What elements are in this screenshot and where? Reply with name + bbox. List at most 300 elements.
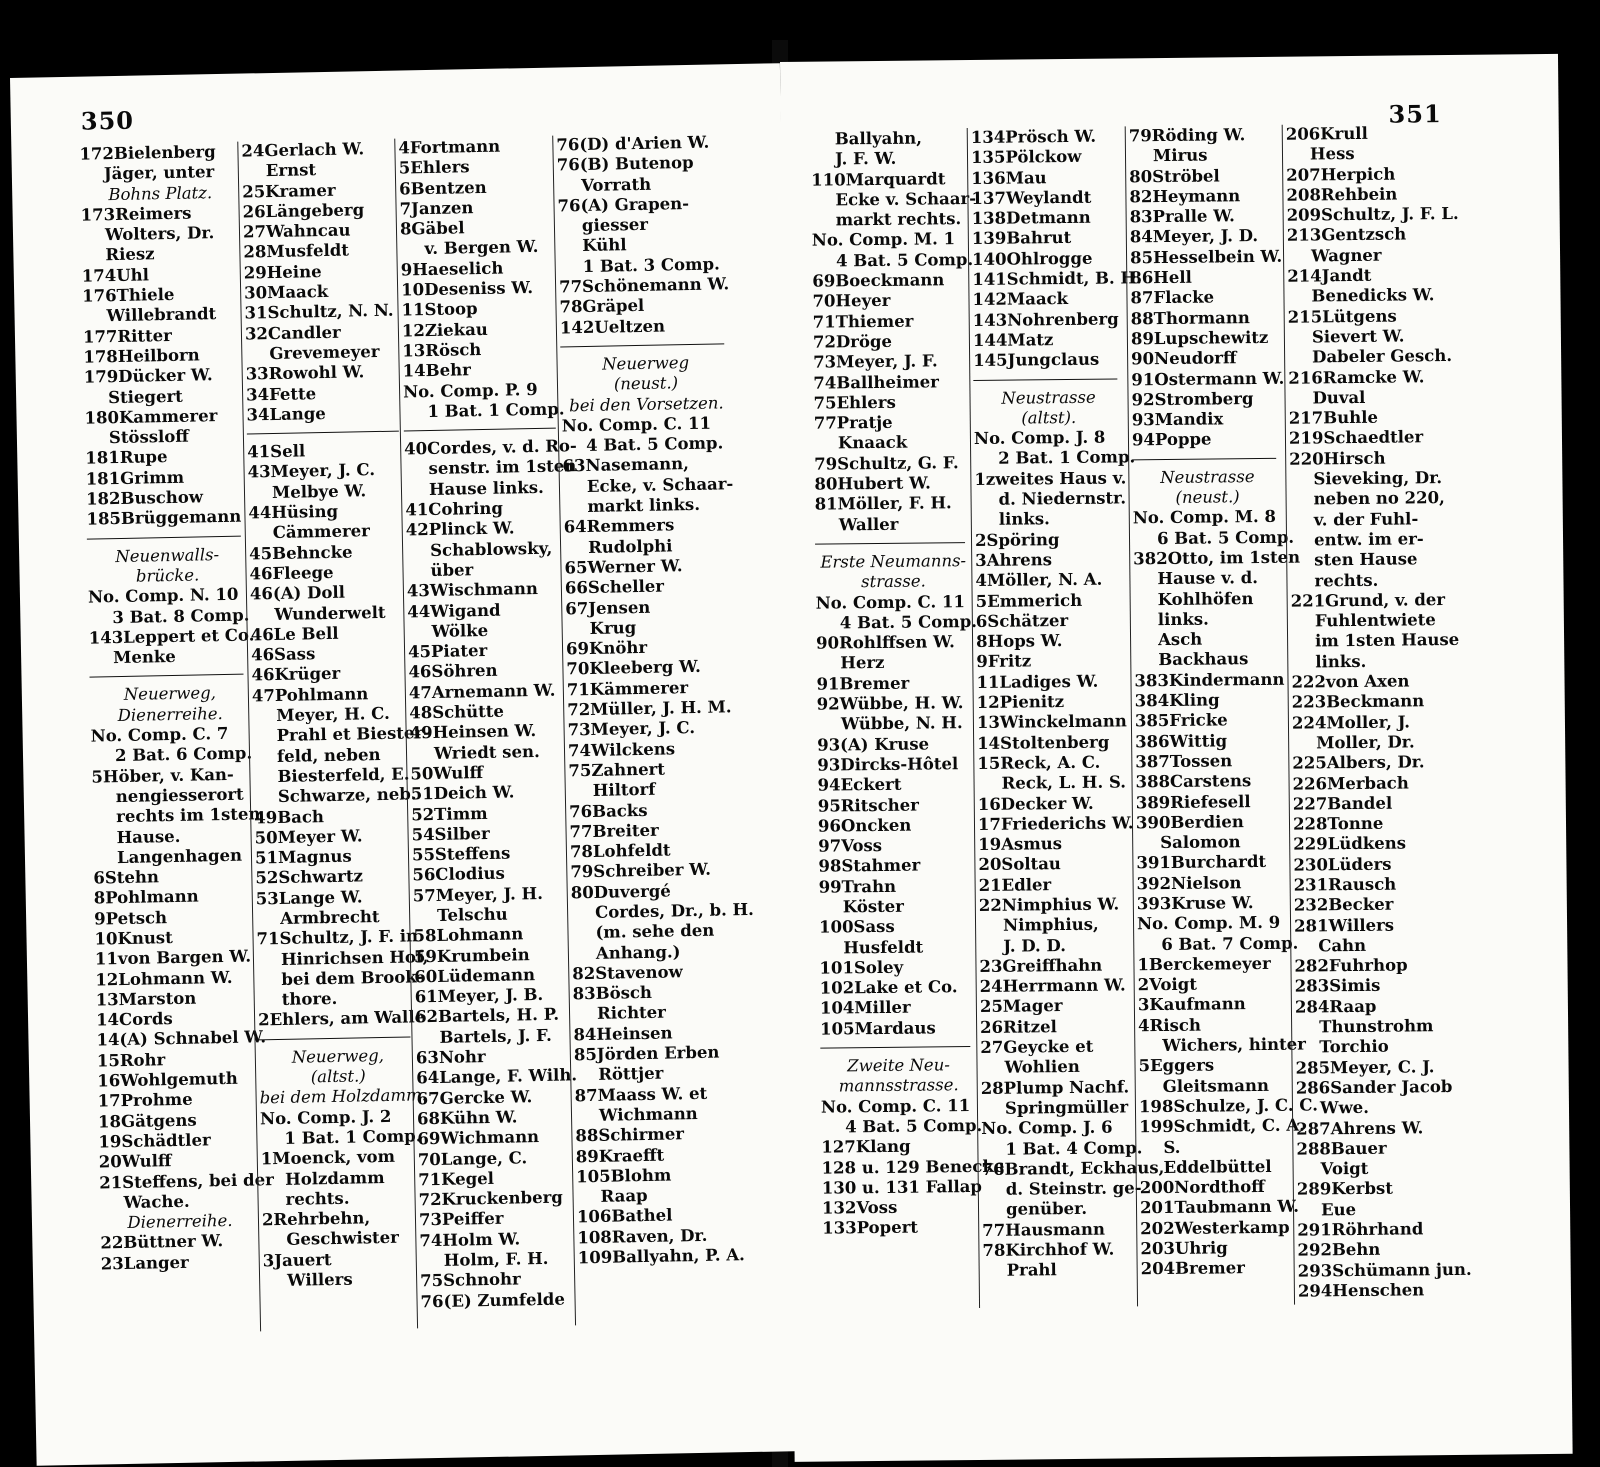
directory-entry: 44Wigand <box>407 600 501 622</box>
directory-entry: 110Marquardt <box>811 168 946 190</box>
entry-continuation: Stiegert <box>107 386 183 407</box>
directory-entry: 58Lohmann <box>413 924 524 946</box>
directory-entry: 145Jungclaus <box>973 349 1100 371</box>
entry-continuation: Stössloff <box>108 426 190 448</box>
street-heading: Neuerweg <box>601 352 690 374</box>
directory-entry: 96Oncken <box>817 815 912 836</box>
directory-entry: 46Sass <box>250 644 316 665</box>
street-heading: mannsstrasse. <box>838 1075 959 1096</box>
entry-continuation: 6 Bat. 7 Comp. <box>1161 933 1299 954</box>
directory-entry: 383Kindermann <box>1134 669 1285 691</box>
directory-entry: 77Schönemann W. <box>558 274 730 297</box>
street-heading: bei den Vorsetzen. <box>568 392 724 415</box>
entry-continuation: Wriedt sen. <box>433 741 540 763</box>
entry-continuation: Cahn <box>1318 935 1367 956</box>
entry-continuation: 4 Bat. 5 Comp. <box>585 433 724 456</box>
directory-entry: 21Edler <box>978 874 1052 895</box>
directory-entry: 50Meyer W. <box>254 826 363 848</box>
directory-entry: 45Piater <box>407 641 488 662</box>
directory-entry: 4Möller, N. A. <box>975 569 1103 591</box>
directory-entry: 41Sell <box>247 441 306 462</box>
entry-continuation: thore. <box>281 989 338 1010</box>
entry-continuation: S. <box>1163 1137 1181 1157</box>
directory-entry: 6Schätzer <box>975 610 1069 631</box>
directory-entry: 2Spöring <box>974 529 1060 550</box>
section-divider <box>247 431 399 435</box>
directory-entry: 136Mau <box>971 167 1047 188</box>
directory-entry: 28Musfeldt <box>243 241 350 263</box>
directory-entry: No. Comp. C. 11 <box>561 413 712 436</box>
entry-continuation: Wichers, hinter <box>1162 1034 1307 1056</box>
entry-continuation: Fuhlentwiete <box>1314 610 1436 631</box>
directory-entry: 18Gätgens <box>97 1110 197 1132</box>
directory-entry: 41Cohring <box>405 498 504 520</box>
street-heading: bei dem Holzdamm. <box>259 1085 428 1108</box>
entry-continuation: Dabeler Gesch. <box>1312 346 1453 367</box>
directory-entry: 21Steffens, bei der <box>99 1169 274 1193</box>
directory-entry: 72Dröge <box>812 331 893 352</box>
entry-continuation: 1 Bat. 3 Comp. <box>582 254 720 276</box>
street-heading: (neust.) <box>613 373 679 394</box>
directory-entry: 54Silber <box>411 823 490 845</box>
directory-entry: 11von Bargen W. <box>94 946 252 969</box>
directory-entry: 17Prohme <box>97 1090 193 1111</box>
directory-entry: 44Hüsing <box>248 501 339 523</box>
directory-entry: 181Grimm <box>85 467 185 489</box>
street-heading: Neuenwalls- <box>115 544 220 566</box>
directory-entry: 46Krüger <box>251 664 341 685</box>
directory-column <box>79 142 274 1275</box>
directory-entry: 221Grund, v. der <box>1290 589 1446 611</box>
directory-entry: No. Comp. C. 11 <box>820 1095 971 1117</box>
entry-continuation: Cämmerer <box>272 521 371 543</box>
directory-entry: 24Herrmann W. <box>979 975 1126 997</box>
directory-entry: 71Kämmerer <box>566 677 689 700</box>
street-heading: (altst.) <box>310 1066 366 1087</box>
directory-entry: 30Maack <box>243 282 329 303</box>
entry-continuation: bei dem Brook- <box>281 967 424 989</box>
entry-continuation: 1 Bat. 1 Comp. <box>284 1126 422 1148</box>
page-number: 351 <box>1388 99 1442 129</box>
entry-continuation: rechts. <box>285 1188 350 1209</box>
directory-entry: 81Möller, F. H. <box>814 493 952 515</box>
directory-entry: 59Krumbein <box>413 944 530 966</box>
directory-entry: 42Plinck W. <box>405 518 515 540</box>
directory-entry: 179Dücker W. <box>83 365 213 387</box>
directory-entry: 69Knöhr <box>565 638 648 659</box>
directory-entry: 34Lange <box>246 403 326 425</box>
directory-entry: 12Lohmann W. <box>95 967 233 990</box>
directory-entry: 206Krull <box>1285 123 1368 144</box>
directory-entry: 14(A) Schnabel W. <box>96 1027 267 1050</box>
directory-entry: 133Popert <box>822 1218 919 1239</box>
directory-entry: 76(A) Grapen- <box>557 193 690 216</box>
entry-continuation: Hause. <box>116 826 181 847</box>
directory-entry: 12Ziekau <box>401 319 488 341</box>
section-divider <box>258 1036 410 1040</box>
entry-continuation: Röttjer <box>598 1064 664 1085</box>
entry-continuation: über <box>430 560 474 580</box>
directory-entry: 203Uhrig <box>1140 1238 1228 1259</box>
directory-entry: 226Merbach <box>1292 772 1409 794</box>
directory-entry: 63Nohr <box>415 1047 486 1068</box>
directory-entry: No. Comp. J. 6 <box>981 1117 1113 1139</box>
directory-entry: 77Pratje <box>813 412 893 433</box>
directory-entry: 283Simis <box>1294 976 1381 997</box>
directory-entry: 385Fricke <box>1134 710 1228 731</box>
section-divider <box>404 428 556 432</box>
entry-continuation: J. F. W. <box>834 149 897 169</box>
directory-entry: 82Stavenow <box>572 962 683 984</box>
directory-entry: No. Comp. M. 1 <box>811 229 956 251</box>
entry-continuation: links. <box>1157 609 1209 629</box>
directory-column <box>241 139 431 1292</box>
directory-entry: 95Ritscher <box>817 795 919 816</box>
entry-continuation: 3 Bat. 8 Comp. <box>112 605 250 627</box>
directory-entry: 71Thiemer <box>812 311 914 332</box>
directory-entry: 8Gäbel <box>399 218 465 239</box>
directory-entry: 216Ramcke W. <box>1288 366 1425 388</box>
entry-continuation: Duval <box>1312 387 1366 408</box>
directory-entry: 106Bathel <box>576 1205 673 1227</box>
directory-entry: 101Soley <box>819 957 904 978</box>
entry-continuation: Wölke <box>431 620 489 641</box>
directory-entry: 93(A) Kruse <box>817 734 930 755</box>
entry-continuation: Richter <box>596 1003 667 1024</box>
directory-entry: 93Mandix <box>1131 409 1224 430</box>
entry-continuation: Hiltorf <box>592 779 656 801</box>
entry-continuation: Torchio <box>1319 1037 1389 1057</box>
entry-continuation: Jäger, unter <box>103 162 215 184</box>
directory-entry: 70Lange, C. <box>417 1147 528 1169</box>
directory-entry: 14Cords <box>95 1009 173 1030</box>
entry-continuation: Moller, Dr. <box>1316 732 1415 753</box>
directory-entry: 132Voss <box>821 1197 898 1218</box>
directory-entry: No. Comp. P. 9 <box>402 379 538 402</box>
directory-entry: 15Rohr <box>96 1049 166 1071</box>
directory-entry: 9Haeselich <box>400 258 504 280</box>
street-heading: strasse. <box>860 571 926 592</box>
directory-entry: 139Bahrut <box>971 228 1072 249</box>
directory-entry: 134Prösch W. <box>970 126 1097 148</box>
directory-entry: 80Hubert W. <box>814 473 931 494</box>
street-heading: Neustrasse <box>1160 466 1255 487</box>
entry-continuation: Wunderwelt <box>274 602 386 624</box>
directory-entry: 289Kerbst <box>1296 1179 1393 1200</box>
directory-entry: 94Poppe <box>1131 429 1212 450</box>
directory-entry: 11Ladiges W. <box>976 671 1099 692</box>
directory-entry: 26Längeberg <box>242 200 365 222</box>
entry-continuation: Holzdamm <box>285 1167 385 1189</box>
directory-entry: 43Wischmann <box>406 579 539 601</box>
directory-entry: 5Eggers <box>1138 1055 1215 1076</box>
directory-entry: 225Albers, Dr. <box>1292 752 1425 773</box>
entry-continuation: Geschwister <box>286 1228 400 1250</box>
directory-entry: 73Meyer, J. C. <box>567 718 696 740</box>
directory-entry: 66Scheller <box>564 576 665 598</box>
directory-entry: 71Schultz, J. F. in <box>256 926 419 949</box>
entry-continuation: 4 Bat. 5 Comp. <box>835 249 974 271</box>
section-divider <box>90 674 244 678</box>
street-heading: Bohns Platz. <box>108 182 213 204</box>
directory-entry: 74Holm W. <box>419 1229 521 1251</box>
directory-entry: 77Hausmann <box>982 1219 1106 1240</box>
directory-entry: 90Neudorff <box>1131 348 1237 369</box>
directory-entry: 20Wulff <box>98 1151 172 1172</box>
directory-entry: 285Meyer, C. J. <box>1295 1056 1435 1078</box>
directory-entry: 20Soltau <box>978 854 1061 875</box>
directory-entry: 73Meyer, J. F. <box>813 351 938 372</box>
entry-continuation: im 1sten Hause <box>1314 630 1460 651</box>
directory-entry: 72Müller, J. H. M. <box>567 697 732 720</box>
directory-entry: 11Stoop <box>401 299 478 320</box>
entry-continuation: feld, neben <box>276 744 381 766</box>
directory-column <box>1128 125 1319 1280</box>
directory-entry: 138Detmann <box>971 207 1091 229</box>
directory-entry: 76(E) Zumfelde <box>420 1289 566 1311</box>
directory-entry: 282Fuhrhop <box>1294 955 1408 976</box>
entry-continuation: 4 Bat. 5 Comp. <box>845 1115 983 1137</box>
directory-entry: 73Peiffer <box>418 1209 504 1230</box>
directory-entry: 199Schmidt, C. A. <box>1139 1115 1305 1137</box>
directory-entry: No. Comp. J. 2 <box>259 1106 392 1129</box>
entry-continuation: Melbye W. <box>271 480 367 502</box>
entry-continuation: 2 Bat. 1 Comp. <box>998 447 1136 469</box>
directory-entry: 391Burchardt <box>1136 852 1267 873</box>
directory-entry: 85Jörden Erben <box>573 1042 720 1065</box>
directory-entry: 19Schädtler <box>98 1130 211 1152</box>
directory-entry: 22Büttner W. <box>100 1231 224 1253</box>
directory-entry: 204Bremer <box>1140 1258 1245 1279</box>
directory-entry: 217Buhle <box>1288 407 1379 428</box>
directory-entry: 27Geycke et <box>980 1036 1094 1058</box>
directory-entry: 185Brüggemann <box>86 506 242 529</box>
directory-entry: 98Stahmer <box>818 855 921 877</box>
directory-entry: 9Fritz <box>976 651 1032 672</box>
directory-entry: 215Lütgens <box>1287 306 1397 327</box>
directory-entry: 23Langer <box>100 1252 189 1274</box>
street-heading: Neuerweg, <box>291 1045 385 1067</box>
entry-continuation: Willers <box>286 1269 353 1290</box>
directory-entry: No. Comp. C. 7 <box>90 723 229 746</box>
directory-entry: 23Greiffhahn <box>979 955 1103 976</box>
directory-entry: 223Beckmann <box>1291 691 1425 712</box>
directory-entry: 52Schwartz <box>255 866 364 888</box>
directory-entry: 67Jensen <box>565 597 651 618</box>
directory-entry: 71Kegel <box>418 1168 495 1190</box>
directory-entry: 2Ehlers, am Walle <box>257 1007 426 1030</box>
directory-entry: 392Nielson <box>1136 872 1242 893</box>
entry-continuation: Prahl <box>1006 1260 1057 1281</box>
directory-entry: 293Schümann jun. <box>1297 1259 1472 1281</box>
entry-continuation: Springmüller <box>1004 1097 1129 1118</box>
directory-entry: 389Riefesell <box>1135 791 1251 812</box>
directory-entry: No. Comp. C. 11 <box>815 591 965 613</box>
directory-entry: 15Reck, A. C. <box>977 752 1101 773</box>
directory-entry: 19Asmus <box>978 834 1063 855</box>
entry-continuation: d. Niedernstr. <box>998 488 1127 509</box>
directory-entry: 13Rösch <box>402 339 482 361</box>
directory-entry: 220Hirsch <box>1289 448 1386 469</box>
directory-entry: 40Cordes, v. d. Ro- <box>404 436 577 459</box>
directory-entry: 388Carstens <box>1135 771 1252 792</box>
entry-continuation: Cordes, Dr., b. H. <box>594 899 755 922</box>
directory-entry: 89Lupschewitz <box>1130 327 1269 349</box>
entry-continuation: Hinrichsen Hof, <box>280 946 429 969</box>
section-divider <box>560 343 724 347</box>
directory-entry: 64Lange, F. Wilh. <box>416 1065 578 1088</box>
entry-continuation: Ecke, v. Schaar- <box>586 473 734 496</box>
directory-entry: 104Miller <box>819 998 911 1019</box>
entry-continuation: Hause v. d. <box>1157 568 1259 589</box>
directory-entry: 51Deich W. <box>410 782 515 804</box>
directory-entry: 78Gräpel <box>559 296 645 317</box>
entry-continuation: senstr. im 1sten <box>428 456 577 479</box>
directory-entry: 207Herpich <box>1286 164 1396 185</box>
entry-continuation: Wolters, Dr. <box>104 223 215 245</box>
directory-entry: 90Rohlffsen W. <box>815 632 955 653</box>
directory-entry: 16Wohlgemuth <box>97 1068 238 1091</box>
entry-continuation: Langenhagen <box>116 845 243 867</box>
directory-entry: 53Lange W. <box>255 887 363 909</box>
entry-continuation: Sieveking, Dr. <box>1313 468 1443 489</box>
directory-entry: 4Fortmann <box>398 136 501 158</box>
directory-entry: No. Comp. M. 8 <box>1132 507 1277 528</box>
directory-entry: 46(A) Doll <box>249 582 346 604</box>
directory-entry: 219Schaedtler <box>1288 427 1424 449</box>
directory-entry: 142Maack <box>972 289 1069 310</box>
directory-entry: 201Taubmann W. <box>1139 1197 1300 1218</box>
directory-entry: 292Behn <box>1297 1240 1381 1260</box>
entry-continuation: Schablowsky, <box>429 538 553 560</box>
directory-column <box>1285 123 1472 1302</box>
directory-entry: 29Heine <box>243 261 322 283</box>
directory-entry: 55Steffens <box>411 843 511 865</box>
directory-entry: 79Schultz, G. F. <box>814 452 959 474</box>
directory-entry: 2Voigt <box>1137 974 1197 995</box>
directory-entry: 46Söhren <box>408 661 498 682</box>
entry-continuation: links. <box>998 509 1050 530</box>
directory-entry: 47Pohlmann <box>251 683 369 706</box>
section-divider <box>820 1046 970 1049</box>
directory-entry: 85Hesselbein W. <box>1129 246 1283 268</box>
directory-entry: 384Kling <box>1134 690 1220 711</box>
entry-continuation: Anhang.) <box>595 941 681 963</box>
entry-continuation: Herz <box>840 653 885 673</box>
directory-entry: 97Voss <box>818 836 883 856</box>
entry-continuation: 2 Bat. 6 Comp. <box>114 743 253 766</box>
directory-entry: 68Kühn W. <box>416 1107 518 1129</box>
directory-entry: 76Backs <box>569 800 648 821</box>
entry-continuation: Biesterfeld, E. <box>277 764 410 786</box>
directory-entry: 61Meyer, J. B. <box>414 985 544 1007</box>
directory-entry: 67Gercke W. <box>416 1086 533 1109</box>
directory-entry: 72Kruckenberg <box>418 1187 564 1210</box>
directory-entry: 143Nohrenberg <box>972 309 1119 330</box>
street-heading: Dienerreihe. <box>127 1211 233 1233</box>
directory-entry: 390Berdien <box>1135 811 1244 833</box>
directory-entry: 284Raap <box>1294 996 1377 1017</box>
entry-continuation: Voigt <box>1320 1159 1369 1179</box>
directory-entry: 48Schütte <box>409 701 505 723</box>
directory-entry: 228Tonne <box>1292 813 1384 834</box>
entry-continuation: Krug <box>589 617 637 638</box>
directory-entry: 1Moenck, vom <box>260 1147 396 1169</box>
directory-entry: 92Stromberg <box>1131 388 1254 410</box>
directory-entry: 3Kaufmann <box>1137 994 1246 1015</box>
entry-continuation: Husfeldt <box>843 937 924 957</box>
entry-continuation: Menke <box>112 647 177 668</box>
directory-entry: 79Schreiber W. <box>570 860 712 882</box>
directory-entry: 26Ritzel <box>980 1016 1057 1037</box>
directory-entry: 70Kleeberg W. <box>566 657 701 679</box>
entry-continuation: Wache. <box>123 1191 190 1212</box>
entry-continuation: Nimphius, <box>1002 914 1099 935</box>
street-heading: (neust.) <box>1175 487 1240 507</box>
directory-entry: 287Ahrens W. <box>1296 1117 1424 1139</box>
entry-continuation: Reck, L. H. S. <box>1001 772 1127 793</box>
directory-entry: 291Röhrhand <box>1297 1219 1424 1240</box>
directory-column <box>556 132 755 1268</box>
entry-continuation: Salomon <box>1160 832 1241 853</box>
entry-continuation: Köster <box>842 896 905 917</box>
directory-entry: 386Wittig <box>1135 730 1228 751</box>
directory-entry: 27Wahncau <box>242 220 351 242</box>
entry-continuation: links. <box>1315 651 1367 672</box>
street-heading: Erste Neumanns- <box>820 551 967 572</box>
directory-entry: 10Deseniss W. <box>400 278 534 300</box>
street-heading: brücke. <box>135 565 200 586</box>
directory-entry: 16Decker W. <box>977 793 1094 814</box>
section-divider <box>973 378 1117 381</box>
entry-continuation: Kohlhöfen <box>1157 588 1254 609</box>
directory-entry: 76(D) d'Arien W. <box>556 132 710 155</box>
section-divider <box>1132 458 1276 461</box>
entry-continuation: neben no 220, <box>1313 488 1445 509</box>
directory-entry: 13Marston <box>95 988 197 1010</box>
directory-entry: 222von Axen <box>1291 671 1410 692</box>
directory-entry: 65Werner W. <box>564 556 683 578</box>
directory-entry: 82Heymann <box>1129 186 1241 207</box>
directory-entry: 64Remmers <box>563 515 675 537</box>
directory-entry: 9Petsch <box>93 907 168 929</box>
directory-entry: No. Comp. M. 9 <box>1136 913 1281 934</box>
directory-entry: 213Gentzsch <box>1286 224 1407 246</box>
directory-entry: 208Rehbein <box>1286 184 1398 205</box>
directory-entry: 47Arnemann W. <box>408 680 556 703</box>
directory-entry: 224Moller, J. <box>1291 712 1411 733</box>
directory-entry: 91Bremer <box>816 673 910 694</box>
directory-entry: 6Bentzen <box>399 177 487 199</box>
directory-entry: 135Pölckow <box>970 147 1082 168</box>
directory-entry: 62Bartels, H. P. <box>414 1005 560 1027</box>
entry-continuation: Hess <box>1309 144 1355 164</box>
entry-continuation: v. Bergen W. <box>424 237 539 259</box>
directory-entry: 14Stoltenberg <box>977 732 1110 753</box>
directory-entry: 2Rehrbehn, <box>261 1208 371 1230</box>
directory-entry: 140Ohlrogge <box>971 248 1093 269</box>
directory-entry: 80Ströbel <box>1129 165 1220 186</box>
directory-entry: 33Rowohl W. <box>245 362 365 384</box>
directory-entry: 43Meyer, J. C. <box>247 460 376 482</box>
entry-continuation: (m. sehe den <box>595 920 715 943</box>
directory-entry: 137Weylandt <box>971 187 1092 208</box>
entry-continuation: 1 Bat. 1 Comp. <box>427 399 565 421</box>
entry-continuation: Waller <box>838 514 899 535</box>
entry-continuation: Wohlien <box>1004 1057 1080 1078</box>
directory-entry: 92Wübbe, H. W. <box>816 693 964 714</box>
directory-entry: 25Kramer <box>242 180 336 202</box>
